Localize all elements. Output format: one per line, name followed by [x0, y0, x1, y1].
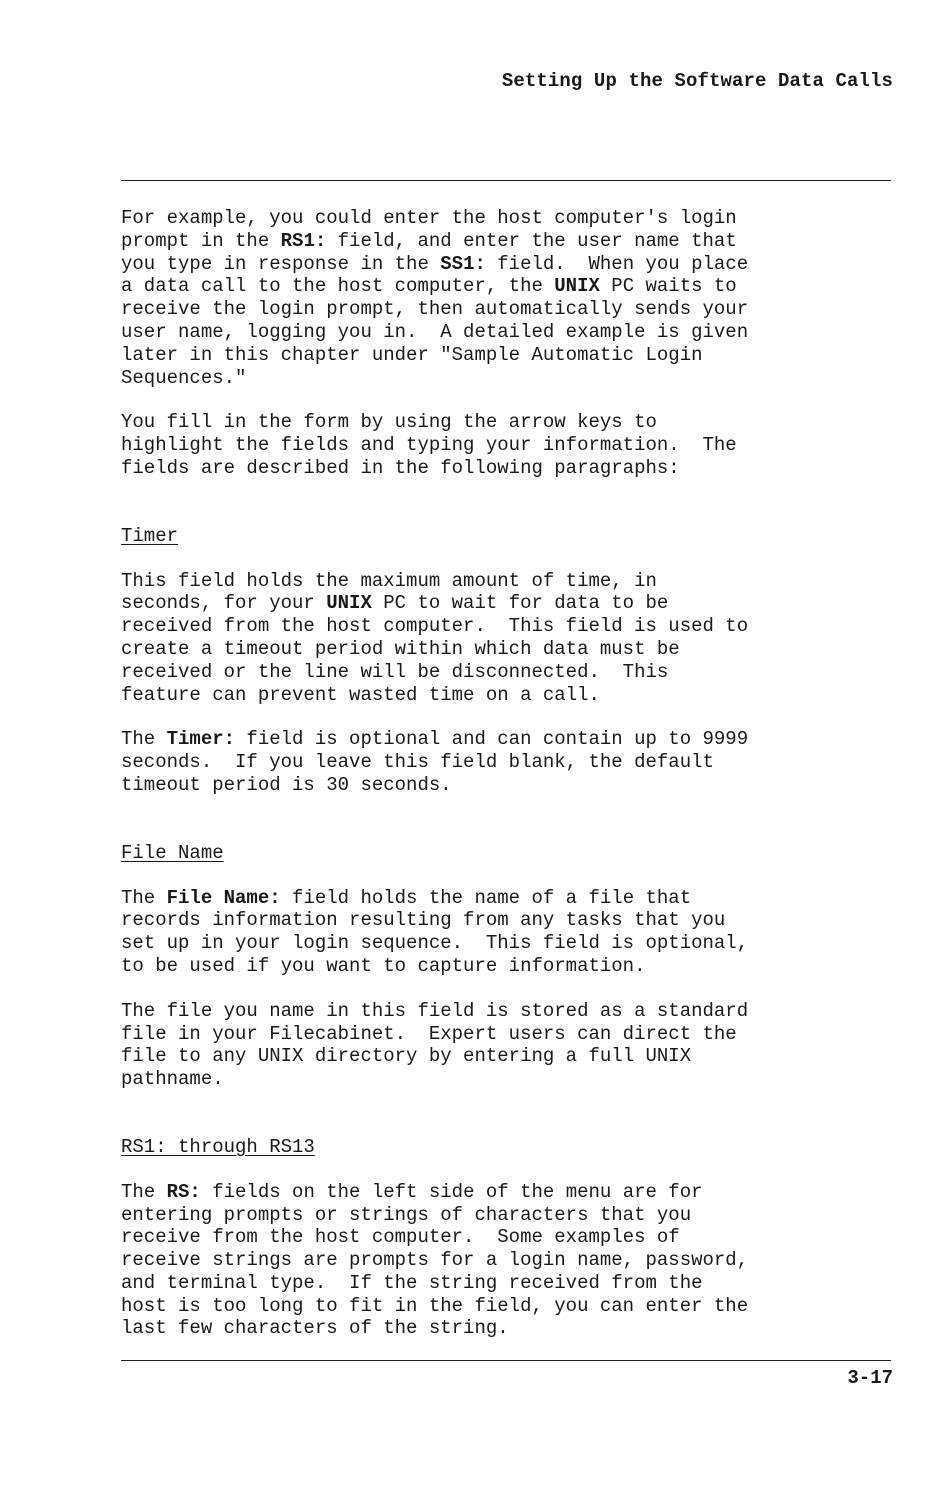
- unix-term: UNIX: [326, 592, 372, 615]
- page-number: 3-17: [847, 1367, 893, 1389]
- field-name-file-name: File Name:: [166, 886, 281, 909]
- timer-line: received or the line will be disconnected. This: [121, 660, 669, 683]
- intro-line: highlight the fields and typing your information. The: [121, 434, 737, 457]
- file-name-line: records information resulting from any tasks that you: [121, 909, 726, 932]
- intro-line: later in this chapter under "Sample Automatic Login: [121, 343, 703, 366]
- document-page: [121, 0, 893, 1486]
- unix-term: UNIX: [554, 275, 600, 298]
- timer-line: create a timeout period within which data must be: [121, 637, 680, 660]
- intro-line: Sequences.": [121, 366, 247, 389]
- timer-line: feature can prevent wasted time on a call.: [121, 683, 600, 706]
- intro-line: [121, 230, 901, 253]
- rs-line: receive from the host computer. Some examples of: [121, 1226, 680, 1249]
- body-text: [121, 207, 901, 1340]
- rs-line: receive strings are prompts for a login name, password,: [121, 1249, 749, 1272]
- text-span: a data call to the host computer, the: [121, 275, 555, 298]
- text-span: The: [121, 886, 167, 909]
- intro-line: fields are described in the following paragraphs:: [121, 456, 680, 479]
- field-name-rs: RS:: [166, 1180, 201, 1203]
- text-span: seconds, for your: [121, 592, 327, 615]
- intro-line: user name, logging you in. A detailed example is given: [121, 320, 749, 343]
- file-name-line: [121, 887, 901, 910]
- text-span: field holds the name of a file that: [280, 886, 692, 909]
- section-heading-timer: Timer: [121, 524, 179, 547]
- file-name-line: The file you name in this field is stored as a standard: [121, 999, 749, 1022]
- text-span: prompt in the: [121, 229, 281, 252]
- field-name-rs1: RS1:: [280, 229, 327, 252]
- intro-line: receive the login prompt, then automatically sends your: [121, 298, 749, 321]
- rs-line: [121, 1181, 901, 1204]
- section-heading-file-name: File Name: [121, 841, 224, 864]
- file-name-line: set up in your login sequence. This field is optional,: [121, 932, 749, 955]
- text-span: The: [121, 1180, 167, 1203]
- rs-line: and terminal type. If the string received from the: [121, 1271, 703, 1294]
- intro-line: For example, you could enter the host computer's login: [121, 207, 737, 229]
- text-span: you type in response in the: [121, 252, 441, 275]
- timer-line: [121, 592, 901, 615]
- intro-line: [121, 253, 901, 276]
- rs-line: last few characters of the string.: [121, 1317, 509, 1340]
- header-rule: [121, 180, 891, 181]
- timer-line: This field holds the maximum amount of time, in: [121, 569, 657, 592]
- text-span: field is optional and can contain up to 9999: [235, 728, 749, 751]
- file-name-line: to be used if you want to capture information.: [121, 954, 646, 977]
- running-header-title: Setting Up the Software Data Calls: [501, 70, 893, 92]
- text-span: The: [121, 728, 167, 751]
- field-name-ss1: SS1:: [440, 252, 486, 275]
- section-heading-rs: RS1: through RS13: [121, 1135, 315, 1158]
- footer-rule: [121, 1360, 891, 1361]
- rs-line: entering prompts or strings of characters that you: [121, 1203, 692, 1226]
- timer-line: timeout period is 30 seconds.: [121, 773, 452, 796]
- field-name-timer: Timer:: [166, 728, 236, 751]
- file-name-line: file to any UNIX directory by entering a full UNIX: [121, 1045, 692, 1068]
- text-span: fields on the left side of the menu are for: [200, 1180, 703, 1203]
- text-span: field, and enter the user name that: [326, 229, 737, 252]
- intro-line: You fill in the form by using the arrow keys to: [121, 411, 657, 434]
- text-span: PC to wait for data to be: [371, 592, 669, 615]
- timer-line: received from the host computer. This field is used to: [121, 615, 749, 638]
- file-name-line: pathname.: [121, 1068, 224, 1091]
- timer-line: seconds. If you leave this field blank, the default: [121, 751, 714, 774]
- rs-line: host is too long to fit in the field, you can enter the: [121, 1294, 749, 1317]
- text-span: field. When you place: [485, 252, 749, 275]
- text-span: PC waits to: [599, 275, 737, 298]
- file-name-line: file in your Filecabinet. Expert users can direct the: [121, 1022, 737, 1045]
- timer-line: [121, 728, 901, 751]
- intro-line: [121, 275, 901, 298]
